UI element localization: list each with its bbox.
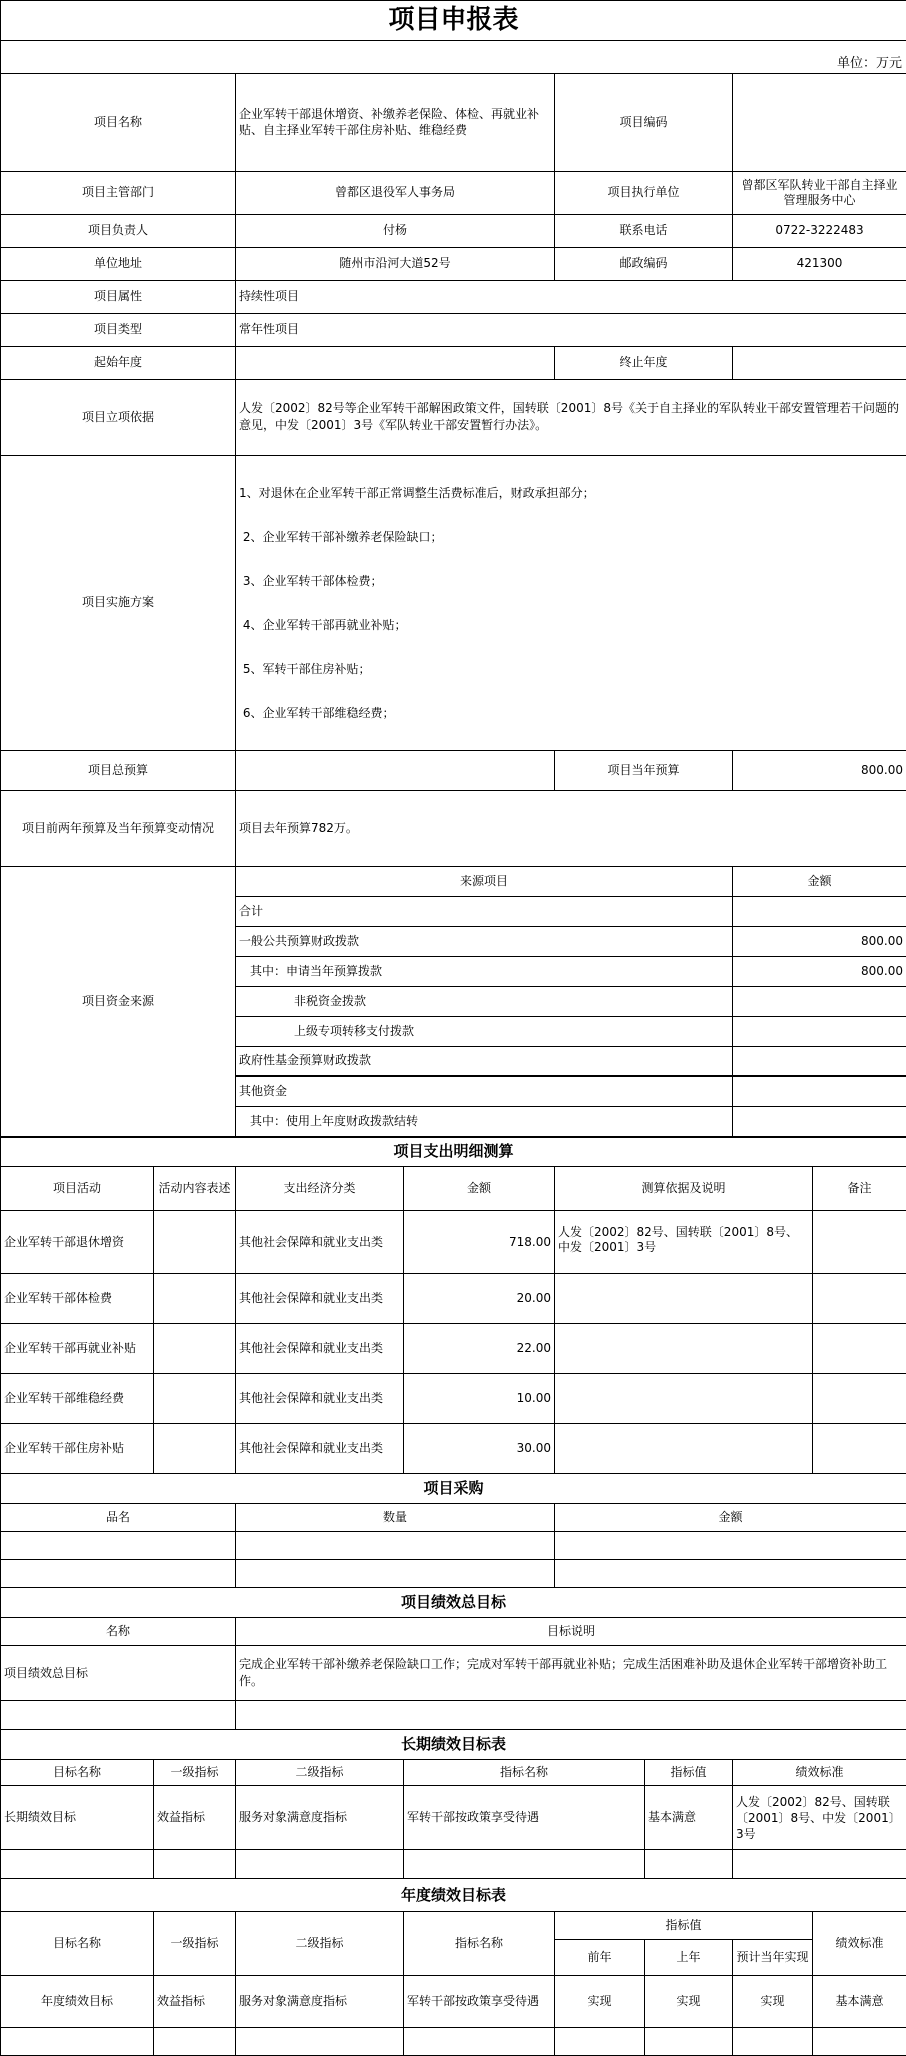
long-term-header: 绩效标准 (733, 1760, 906, 1786)
basis-label: 项目立项依据 (1, 379, 236, 455)
phone-label: 联系电话 (555, 214, 733, 247)
long-term-empty (733, 1850, 906, 1879)
total-budget-label: 项目总预算 (1, 750, 236, 790)
expense-header: 金额 (404, 1167, 555, 1211)
leader-label: 项目负责人 (1, 214, 236, 247)
leader-value: 付杨 (236, 214, 555, 247)
budget-change-label: 项目前两年预算及当年预算变动情况 (1, 790, 236, 866)
funding-row-name: 一般公共预算财政拨款 (236, 926, 733, 956)
perf-total-section-title: 项目绩效总目标 (1, 1588, 906, 1618)
phone-value: 0722-3222483 (733, 214, 906, 247)
funding-row-name: 合计 (236, 896, 733, 926)
dept-value: 曾都区退役军人事务局 (236, 171, 555, 214)
annual-header-standard: 绩效标准 (813, 1912, 906, 1976)
plan-line: 3、企业军转干部体检费； (239, 574, 903, 588)
annual-standard: 基本满意 (813, 1976, 906, 2028)
expense-amount: 10.00 (404, 1374, 555, 1424)
expense-header: 支出经济分类 (236, 1167, 404, 1211)
purchase-header: 金额 (555, 1504, 906, 1532)
long-term-indicator: 军转干部按政策享受待遇 (404, 1786, 645, 1850)
expense-category: 其他社会保障和就业支出类 (236, 1324, 404, 1374)
annual-current: 实现 (733, 1976, 813, 2028)
long-term-empty (404, 1850, 645, 1879)
long-term-header: 一级指标 (154, 1760, 236, 1786)
expense-amount: 20.00 (404, 1274, 555, 1324)
address-value: 随州市沿河大道52号 (236, 247, 555, 280)
zip-value: 421300 (733, 247, 906, 280)
purchase-cell (1, 1532, 236, 1560)
perf-total-desc-header: 目标说明 (236, 1618, 906, 1646)
expense-basis: 人发〔2002〕82号、国转联〔2001〕8号、中发〔2001〕3号 (555, 1211, 813, 1274)
annual-empty (813, 2028, 906, 2056)
annual-prev1: 实现 (645, 1976, 733, 2028)
project-code-value (733, 73, 906, 171)
type-value: 常年性项目 (236, 313, 906, 346)
expense-header: 项目活动 (1, 1167, 154, 1211)
expense-desc (154, 1211, 236, 1274)
expense-desc (154, 1374, 236, 1424)
project-name-value: 企业军转干部退休增资、补缴养老保险、体检、再就业补贴、自主择业军转干部住房补贴、维稳经费 (236, 73, 555, 171)
long-term-header: 二级指标 (236, 1760, 404, 1786)
long-term-goal: 长期绩效目标 (1, 1786, 154, 1850)
funding-row-name: 上级专项转移支付拨款 (236, 1016, 733, 1046)
plan-line: 6、企业军转干部维稳经费； (239, 706, 903, 720)
perf-total-table (0, 1587, 906, 1730)
long-term-level1: 效益指标 (154, 1786, 236, 1850)
expense-note (813, 1324, 906, 1374)
funding-row-amount: 800.00 (733, 956, 906, 986)
expense-activity: 企业军转干部再就业补贴 (1, 1324, 154, 1374)
zip-label: 邮政编码 (555, 247, 733, 280)
annual-header-current: 预计当年实现 (733, 1940, 813, 1976)
funding-row-name: 其他资金 (236, 1076, 733, 1106)
expense-category: 其他社会保障和就业支出类 (236, 1374, 404, 1424)
expense-basis (555, 1374, 813, 1424)
page-title: 项目申报表 (1, 1, 906, 41)
expense-note (813, 1374, 906, 1424)
funding-row-amount (733, 986, 906, 1016)
long-term-level2: 服务对象满意度指标 (236, 1786, 404, 1850)
total-budget-value (236, 750, 555, 790)
annual-level1: 效益指标 (154, 1976, 236, 2028)
purchase-section-title: 项目采购 (1, 1474, 906, 1504)
long-term-header: 目标名称 (1, 1760, 154, 1786)
expense-amount: 718.00 (404, 1211, 555, 1274)
annual-section-title: 年度绩效目标表 (1, 1879, 906, 1912)
annual-level2: 服务对象满意度指标 (236, 1976, 404, 2028)
expense-desc (154, 1274, 236, 1324)
annual-goal: 年度绩效目标 (1, 1976, 154, 2028)
funding-row-amount (733, 1076, 906, 1106)
annual-header-prev2: 前年 (555, 1940, 645, 1976)
perf-total-empty (1, 1701, 236, 1730)
expense-category: 其他社会保障和就业支出类 (236, 1211, 404, 1274)
purchase-header: 品名 (1, 1504, 236, 1532)
funding-row-name: 其中：使用上年度财政拨款结转 (236, 1106, 733, 1136)
funding-row-amount: 800.00 (733, 926, 906, 956)
expense-note (813, 1211, 906, 1274)
expense-header: 备注 (813, 1167, 906, 1211)
long-term-section-title: 长期绩效目标表 (1, 1730, 906, 1760)
budget-change-value: 项目去年预算782万。 (236, 790, 906, 866)
annual-empty (645, 2028, 733, 2056)
expense-desc (154, 1424, 236, 1474)
end-year-value (733, 346, 906, 379)
project-name-label: 项目名称 (1, 73, 236, 171)
annual-empty (404, 2028, 555, 2056)
long-term-empty (1, 1850, 154, 1879)
expense-amount: 22.00 (404, 1324, 555, 1374)
plan-line: 4、企业军转干部再就业补贴； (239, 618, 903, 632)
info-table (0, 73, 906, 867)
funding-label: 项目资金来源 (1, 866, 236, 1136)
year-budget-value: 800.00 (733, 750, 906, 790)
expense-basis (555, 1424, 813, 1474)
perf-total-empty (236, 1701, 906, 1730)
annual-empty (236, 2028, 404, 2056)
plan-line: 2、企业军转干部补缴养老保险缺口； (239, 530, 903, 544)
funding-row-amount (733, 1016, 906, 1046)
expense-category: 其他社会保障和就业支出类 (236, 1274, 404, 1324)
perf-total-name: 项目绩效总目标 (1, 1646, 236, 1701)
attr-label: 项目属性 (1, 280, 236, 313)
end-year-label: 终止年度 (555, 346, 733, 379)
funding-row-amount (733, 1046, 906, 1076)
plan-line: 5、军转干部住房补贴； (239, 662, 903, 676)
expense-section-title: 项目支出明细测算 (1, 1137, 906, 1167)
expense-activity: 企业军转干部退休增资 (1, 1211, 154, 1274)
long-term-standard: 人发〔2002〕82号、国转联〔2001〕8号、中发〔2001〕3号 (733, 1786, 906, 1850)
purchase-header: 数量 (236, 1504, 555, 1532)
funding-row-name: 其中：申请当年预算拨款 (236, 956, 733, 986)
long-term-header: 指标名称 (404, 1760, 645, 1786)
funding-table (0, 866, 906, 1137)
start-year-label: 起始年度 (1, 346, 236, 379)
expense-basis (555, 1324, 813, 1374)
long-term-header: 指标值 (645, 1760, 733, 1786)
annual-table (0, 1878, 906, 2056)
funding-row-name: 政府性基金预算财政拨款 (236, 1046, 733, 1076)
expense-header: 测算依据及说明 (555, 1167, 813, 1211)
start-year-value (236, 346, 555, 379)
expense-note (813, 1424, 906, 1474)
expense-note (813, 1274, 906, 1324)
purchase-cell (236, 1560, 555, 1588)
purchase-cell (236, 1532, 555, 1560)
annual-empty (733, 2028, 813, 2056)
purchase-table (0, 1473, 906, 1588)
exec-unit-label: 项目执行单位 (555, 171, 733, 214)
attr-value: 持续性项目 (236, 280, 906, 313)
annual-empty (1, 2028, 154, 2056)
annual-header-prev1: 上年 (645, 1940, 733, 1976)
annual-empty (555, 2028, 645, 2056)
expense-activity: 企业军转干部住房补贴 (1, 1424, 154, 1474)
funding-row-amount (733, 896, 906, 926)
annual-indicator: 军转干部按政策享受待遇 (404, 1976, 555, 2028)
address-label: 单位地址 (1, 247, 236, 280)
exec-unit-value: 曾都区军队转业干部自主择业管理服务中心 (733, 171, 906, 214)
expense-activity: 企业军转干部维稳经费 (1, 1374, 154, 1424)
expense-category: 其他社会保障和就业支出类 (236, 1424, 404, 1474)
long-term-value: 基本满意 (645, 1786, 733, 1850)
year-budget-label: 项目当年预算 (555, 750, 733, 790)
basis-value: 人发〔2002〕82号等企业军转干部解困政策文件，国转联〔2001〕8号《关于自主择业的军队转业干部安置管理若干问题的意见，中发〔2001〕3号《军队转业干部安置暂行办法》。 (236, 379, 906, 455)
expense-table (0, 1136, 906, 1475)
funding-source-header: 来源项目 (236, 866, 733, 896)
annual-header-level2: 二级指标 (236, 1912, 404, 1976)
perf-total-name-header: 名称 (1, 1618, 236, 1646)
annual-header-level1: 一级指标 (154, 1912, 236, 1976)
annual-header-goal: 目标名称 (1, 1912, 154, 1976)
purchase-cell (555, 1560, 906, 1588)
expense-header: 活动内容表述 (154, 1167, 236, 1211)
dept-label: 项目主管部门 (1, 171, 236, 214)
purchase-cell (555, 1532, 906, 1560)
long-term-table (0, 1729, 906, 1879)
long-term-empty (236, 1850, 404, 1879)
purchase-cell (1, 1560, 236, 1588)
plan-value (236, 455, 906, 750)
expense-amount: 30.00 (404, 1424, 555, 1474)
plan-line: 1、对退休在企业军转干部正常调整生活费标准后，财政承担部分； (239, 486, 903, 500)
annual-header-indicator: 指标名称 (404, 1912, 555, 1976)
plan-label: 项目实施方案 (1, 455, 236, 750)
expense-desc (154, 1324, 236, 1374)
annual-prev2: 实现 (555, 1976, 645, 2028)
unit-label: 单位：万元 (837, 52, 906, 73)
long-term-empty (154, 1850, 236, 1879)
annual-header-value: 指标值 (555, 1912, 813, 1940)
funding-amount-header: 金额 (733, 866, 906, 896)
funding-row-amount (733, 1106, 906, 1136)
type-label: 项目类型 (1, 313, 236, 346)
funding-row-name: 非税资金拨款 (236, 986, 733, 1016)
expense-activity: 企业军转干部体检费 (1, 1274, 154, 1324)
expense-basis (555, 1274, 813, 1324)
long-term-empty (645, 1850, 733, 1879)
perf-total-desc: 完成企业军转干部补缴养老保险缺口工作；完成对军转干部再就业补贴；完成生活困难补助及退休企业军转干部增资补助工作。 (236, 1646, 906, 1701)
project-code-label: 项目编码 (555, 73, 733, 171)
annual-empty (154, 2028, 236, 2056)
